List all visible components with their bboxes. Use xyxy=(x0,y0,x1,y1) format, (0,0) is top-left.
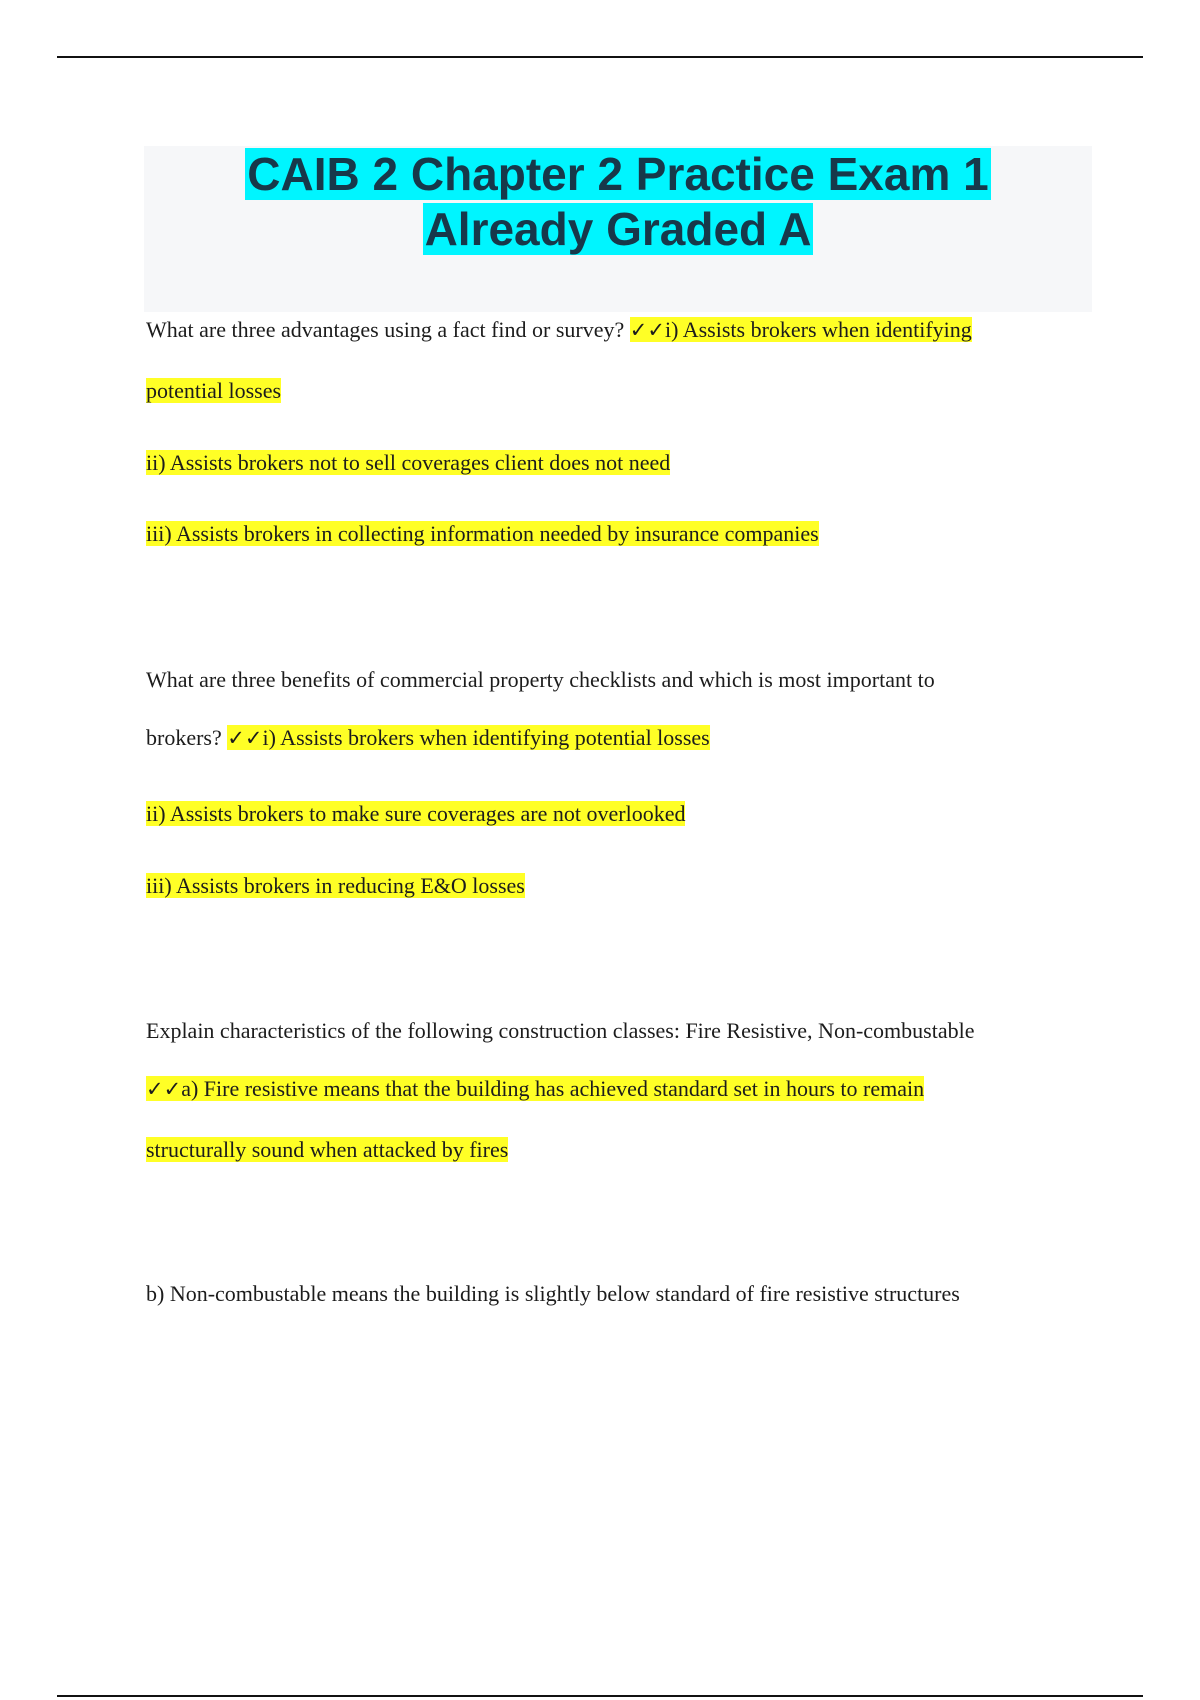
q1-answer-line-1: i) Assists brokers when identifying xyxy=(665,317,972,342)
q2-question-line-1: What are three benefits of commercial property checklists and which is most important to xyxy=(146,667,935,692)
q1-answer-highlight xyxy=(630,317,972,342)
q2-answer-line-2: ii) Assists brokers to make sure coverages are not overlooked xyxy=(146,801,686,826)
q2-answer-line-1: i) Assists brokers when identifying potential losses xyxy=(262,725,710,750)
q3-answer-line-3: b) Non-combustable means the building is slightly below standard of fire resistive structures xyxy=(146,1281,960,1306)
q3-answer-line-2: structurally sound when attacked by fires xyxy=(146,1137,509,1162)
q3-check-icon: ✓✓ xyxy=(146,1077,182,1101)
q1-question-line xyxy=(146,313,972,347)
q2-answer-line-3: iii) Assists brokers in reducing E&O losses xyxy=(146,873,525,898)
q1-answer-line-2-row xyxy=(146,374,281,408)
q2-answer-line-3-row xyxy=(146,869,525,903)
q2-answer-line-2-row xyxy=(146,797,685,831)
title-block xyxy=(144,146,1092,312)
q3-answer-line-2-row xyxy=(146,1133,508,1167)
q1-answer-line-3-row xyxy=(146,446,670,480)
q3-answer-line-1: a) Fire resistive means that the building has achieved standard set in hours to remain xyxy=(181,1076,925,1101)
q3-answer-highlight xyxy=(146,1076,924,1101)
q1-answer-line-4-row xyxy=(146,517,819,551)
q2-question-text: brokers? xyxy=(146,725,228,750)
q1-answer-line-4: iii) Assists brokers in collecting information needed by insurance companies xyxy=(146,521,819,546)
q1-question-text: What are three advantages using a fact find or survey? xyxy=(146,317,630,342)
q1-check-icon: ✓✓ xyxy=(629,318,665,342)
q2-answer-highlight xyxy=(227,725,710,750)
q3-question-line: Explain characteristics of the following construction classes: Fire Resistive, Non-combustable xyxy=(146,1018,975,1043)
page-title-line-2: Already Graded A xyxy=(424,203,812,255)
q2-question-line-2 xyxy=(146,721,710,755)
q2-check-icon: ✓✓ xyxy=(227,726,263,750)
q1-answer-line-2: potential losses xyxy=(146,378,282,403)
q3-answer-line-1-row xyxy=(146,1072,924,1106)
top-rule xyxy=(57,56,1143,58)
q1-answer-line-3: ii) Assists brokers not to sell coverages client does not need xyxy=(146,450,671,475)
bottom-rule xyxy=(57,1695,1143,1697)
page-title-line-1: CAIB 2 Chapter 2 Practice Exam 1 xyxy=(247,148,989,200)
